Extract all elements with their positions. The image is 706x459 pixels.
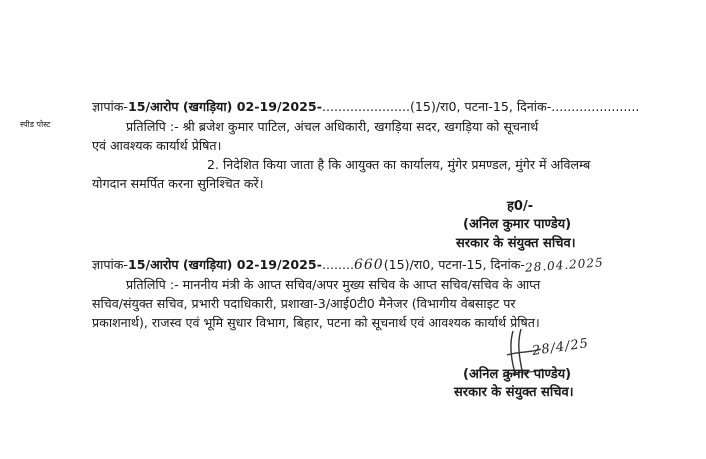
memo2-signatory-name: (अनिल कुमार पाण्डेय) [463,367,572,382]
memo1-copy-line-1: प्रतिलिपि :- श्री ब्रजेश कुमार पाटिल, अंचल अधिकारी, खगड़िया सदर, खगड़िया को सूचनार्थ [126,119,539,134]
memo1-point2-line-1: 2. निदेशित किया जाता है कि आयुक्त का कार्यालय, मुंगेर प्रमण्डल, मुंगेर में अविलम्ब [207,157,591,172]
memo1-ref-number: 15/आरोप (खगड़िया) 02-19/2025- [127,99,322,114]
memo1-signatory-title: सरकार के संयुक्त सचिव। [456,236,576,251]
memo2-ref-prefix: ज्ञापांक- [92,257,128,272]
memo2-copy-line-3: प्रकाशनार्थ), राजस्व एवं भूमि सुधार विभाग, बिहार, पटना को सूचनार्थ एवं आवश्यक कार्यार्थ प्रेषित। [92,315,540,330]
memo1-signed-mark: ह0/- [507,199,534,214]
memo2-ref-dots: ........ [321,257,354,272]
memo2-ref-suffix: (15)/रा0, पटना-15, दिनांक- [383,257,525,272]
memo2-handwritten-number: 660 [353,257,384,273]
memo1-point2-line-2: योगदान समर्पित करना सुनिश्चित करें। [92,176,264,191]
memo2-ref-number: 15/आरोप (खगड़िया) 02-19/2025- [127,257,322,272]
memo2-copy-line-2: सचिव/संयुक्त सचिव, प्रभारी पदाधिकारी, प्रशाखा-3/आई0टी0 मैनेजर (विभागीय वेबसाइट पर [92,296,516,311]
memo1-ref-suffix: ......................(15)/रा0, पटना-15, दिनांक-...................... [321,99,640,114]
memo2-reference-line [92,256,604,274]
signature-date: 28/4/25 [531,336,590,359]
memo1-ref-prefix: ज्ञापांक- [92,99,128,114]
memo1-copy-line-2: एवं आवश्यक कार्यार्थ प्रेषित। [92,138,222,153]
memo1-reference-line [92,98,639,116]
speed-post-stamp: स्पीड पोस्ट [20,120,51,129]
memo2-handwritten-date: 28.04.2025 [524,255,605,275]
memo1-signatory-name: (अनिल कुमार पाण्डेय) [463,217,572,232]
memo2-signatory-title: सरकार के संयुक्त सचिव। [454,385,574,400]
memo2-copy-line-1: प्रतिलिपि :- माननीय मंत्री के आप्त सचिव/अपर मुख्य सचिव के आप्त सचिव/सचिव के आप्त [126,277,541,292]
